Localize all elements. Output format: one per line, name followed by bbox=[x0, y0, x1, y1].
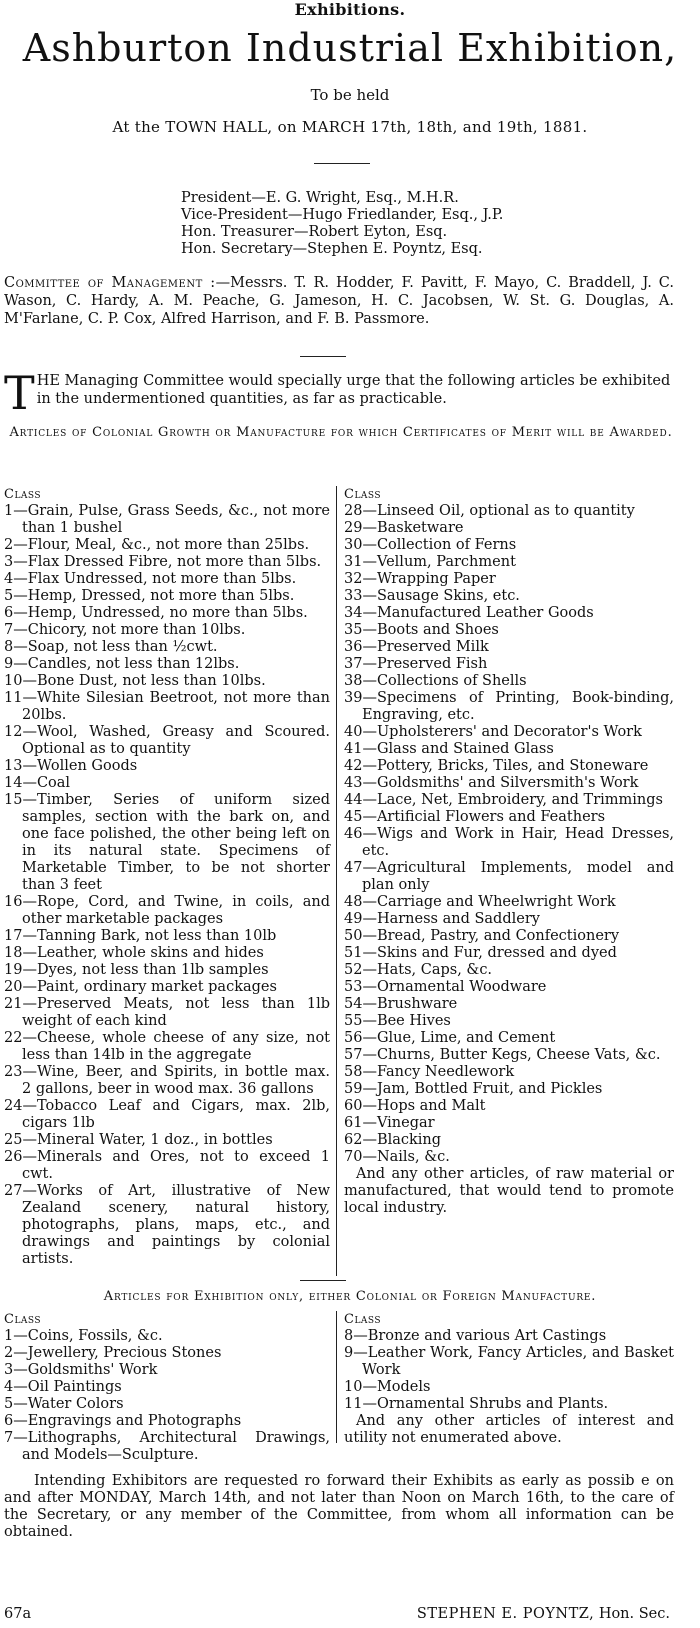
class-item: 50—Bread, Pastry, and Confectionery bbox=[344, 928, 620, 944]
class-item: 12—Wool, Washed, Greasy and Scoured. Optional as to quantity bbox=[4, 724, 330, 757]
class-item: 1—Grain, Pulse, Grass Seeds, &c., not more than 1 bushel bbox=[4, 503, 330, 536]
class-items bbox=[344, 503, 674, 1166]
class-item: 55—Bee Hives bbox=[344, 1013, 451, 1029]
class-item: 26—Minerals and Ores, not to exceed 1 cwt. bbox=[4, 1149, 330, 1182]
class-item: 8—Bronze and various Art Castings bbox=[344, 1328, 607, 1344]
class-item: 25—Mineral Water, 1 doz., in bottles bbox=[4, 1132, 273, 1148]
class-item: 46—Wigs and Work in Hair, Head Dresses, etc. bbox=[344, 826, 674, 859]
class-items bbox=[4, 503, 330, 1268]
class-item: 9—Leather Work, Fancy Articles, and Basket Work bbox=[344, 1345, 674, 1378]
class-item: 11—White Silesian Beetroot, not more than 20lbs. bbox=[4, 690, 330, 723]
class-item: 5—Water Colors bbox=[4, 1396, 124, 1412]
class-item: 49—Harness and Saddlery bbox=[344, 911, 540, 927]
divider bbox=[314, 163, 370, 164]
secretary-name: STEPHEN E. POYNTZ, bbox=[416, 1606, 595, 1622]
class-item: 40—Upholsterers' and Decorator's Work bbox=[344, 724, 642, 740]
divider bbox=[300, 1280, 346, 1281]
class-item: 29—Basketware bbox=[344, 520, 464, 536]
column-divider bbox=[336, 486, 337, 1276]
class-item: 52—Hats, Caps, &c. bbox=[344, 962, 493, 978]
class-item: 22—Cheese, whole cheese of any size, not less than 14lb in the aggregate bbox=[4, 1030, 330, 1063]
class-header: Class bbox=[344, 1312, 382, 1327]
class-item: 38—Collections of Shells bbox=[344, 673, 527, 689]
class-header: Class bbox=[4, 487, 42, 502]
class-items bbox=[4, 1328, 330, 1464]
class-item: 18—Leather, whole skins and hides bbox=[4, 945, 264, 961]
class-item: 4—Flax Undressed, not more than 5lbs. bbox=[4, 571, 297, 587]
class-item: 70—Nails, &c. bbox=[344, 1149, 450, 1165]
class-item: 53—Ornamental Woodware bbox=[344, 979, 547, 995]
class-item: 2—Jewellery, Precious Stones bbox=[4, 1345, 222, 1361]
exhibit-list-left bbox=[4, 1311, 330, 1464]
class-item: 9—Candles, not less than 12lbs. bbox=[4, 656, 240, 672]
class-item: 34—Manufactured Leather Goods bbox=[344, 605, 594, 621]
class-item: 15—Timber, Series of uniform sized samples, section with the bark on, and one face polished, the other being left on in its natural state. Specimens of Marketable Timber, to be not shorter than 3 feet bbox=[4, 792, 330, 893]
class-item: 31—Vellum, Parchment bbox=[344, 554, 516, 570]
class-item: 10—Bone Dust, not less than 10lbs. bbox=[4, 673, 266, 689]
exhibition-title: Ashburton Industrial Exhibition, bbox=[22, 26, 678, 70]
page-number: 67a bbox=[4, 1606, 32, 1622]
class-item: 48—Carriage and Wheelwright Work bbox=[344, 894, 616, 910]
class-item: 7—Chicory, not more than 10lbs. bbox=[4, 622, 246, 638]
intro-paragraph bbox=[4, 366, 678, 420]
officers-list bbox=[181, 190, 503, 258]
class-item: 41—Glass and Stained Glass bbox=[344, 741, 554, 757]
class-item: 8—Soap, not less than ½cwt. bbox=[4, 639, 218, 655]
class-item: 58—Fancy Needlework bbox=[344, 1064, 515, 1080]
officer-secretary: Hon. Secretary—Stephen E. Poyntz, Esq. bbox=[181, 241, 483, 257]
class-item: 27—Works of Art, illustrative of New Zealand scenery, natural history, photographs, plans, maps, etc., and drawings and paintings by colonial artists. bbox=[4, 1183, 330, 1267]
secretary-title: Hon. Sec. bbox=[598, 1606, 670, 1622]
class-item: 23—Wine, Beer, and Spirits, in bottle max. 2 gallons, beer in wood max. 36 gallons bbox=[4, 1064, 330, 1097]
class-item: 44—Lace, Net, Embroidery, and Trimmings bbox=[344, 792, 663, 808]
column-divider bbox=[336, 1311, 337, 1443]
class-item: 19—Dyes, not less than 1lb samples bbox=[4, 962, 269, 978]
class-item: 13—Wollen Goods bbox=[4, 758, 138, 774]
class-item: 2—Flour, Meal, &c., not more than 25lbs. bbox=[4, 537, 310, 553]
instructions-note: Intending Exhibitors are requested ro forward their Exhibits as early as possib e on and after MONDAY, March 14th, and not later than Noon on March 16th, to the care of the Secretary, or any member of the Committee, from whom all information can be obtained. bbox=[4, 1473, 674, 1540]
class-header: Class bbox=[344, 487, 382, 502]
class-item: 7—Lithographs, Architectural Drawings, and Models—Sculpture. bbox=[4, 1430, 330, 1463]
committee-members: —Messrs. T. R. Hodder, F. Pavitt, F. Mayo, C. Braddell, J. C. Wason, C. Hardy, A. M. Peache, G. Jameson, H. C. Jacobsen, W. St. G. Douglas, A. M'Farlane, C. P. Cox, Alfred Harrison, and F. B. Passmore. bbox=[4, 275, 674, 327]
officer-treasurer: Hon. Treasurer—Robert Eyton, Esq. bbox=[181, 224, 448, 240]
class-list-left bbox=[4, 486, 330, 1268]
class-item: 54—Brushware bbox=[344, 996, 458, 1012]
class-item: 45—Artificial Flowers and Feathers bbox=[344, 809, 606, 825]
officer-vice-president: Vice-President—Hugo Friedlander, Esq., J.P. bbox=[181, 207, 504, 223]
class-header: Class bbox=[4, 1312, 42, 1327]
class-item: 3—Goldsmiths' Work bbox=[4, 1362, 158, 1378]
signature bbox=[417, 1606, 670, 1622]
class-item: 36—Preserved Milk bbox=[344, 639, 489, 655]
class-list-right bbox=[344, 486, 674, 1217]
class-item: 4—Oil Paintings bbox=[4, 1379, 122, 1395]
class-item: 6—Engravings and Photographs bbox=[4, 1413, 242, 1429]
class-item: 17—Tanning Bark, not less than 10lb bbox=[4, 928, 277, 944]
class-item: 33—Sausage Skins, etc. bbox=[344, 588, 520, 604]
class-item: 56—Glue, Lime, and Cement bbox=[344, 1030, 556, 1046]
class-item: 14—Coal bbox=[4, 775, 71, 791]
section-heading-exhibition-only: Articles for Exhibition only, either Colonial or Foreign Manufacture. bbox=[103, 1289, 597, 1304]
drop-cap: T bbox=[4, 366, 35, 420]
class-item: 39—Specimens of Printing, Book-binding, Engraving, etc. bbox=[344, 690, 674, 723]
class-item: 21—Preserved Meats, not less than 1lb weight of each kind bbox=[4, 996, 330, 1029]
divider bbox=[300, 356, 346, 357]
class-item: 1—Coins, Fossils, &c. bbox=[4, 1328, 163, 1344]
class-item: 5—Hemp, Dressed, not more than 5lbs. bbox=[4, 588, 295, 604]
class-item: 57—Churns, Butter Kegs, Cheese Vats, &c. bbox=[344, 1047, 661, 1063]
class-items bbox=[344, 1328, 674, 1413]
class-item: 10—Models bbox=[344, 1379, 431, 1395]
subtitle: To be held bbox=[310, 86, 390, 104]
intro-text: HE Managing Committee would specially urge that the following articles be exhibited in the undermentioned quantities, as far as practicable. bbox=[36, 373, 671, 407]
committee-label: Committee of Management : bbox=[4, 275, 216, 291]
running-head: Exhibitions. bbox=[294, 0, 406, 19]
class-item: 20—Paint, ordinary market packages bbox=[4, 979, 277, 995]
class-item: 51—Skins and Fur, dressed and dyed bbox=[344, 945, 617, 961]
class-item: 43—Goldsmiths' and Silversmith's Work bbox=[344, 775, 639, 791]
class-item: 11—Ornamental Shrubs and Plants. bbox=[344, 1396, 609, 1412]
class-item: 42—Pottery, Bricks, Tiles, and Stoneware bbox=[344, 758, 649, 774]
class-item: 28—Linseed Oil, optional as to quantity bbox=[344, 503, 635, 519]
class-item: 35—Boots and Shoes bbox=[344, 622, 499, 638]
class-item: 60—Hops and Malt bbox=[344, 1098, 486, 1114]
committee-of-management bbox=[4, 274, 674, 328]
class-item: 30—Collection of Ferns bbox=[344, 537, 517, 553]
section-heading-certificates: Articles of Colonial Growth or Manufacture for which Certificates of Merit will be Awarded. bbox=[9, 425, 673, 440]
class-item: 32—Wrapping Paper bbox=[344, 571, 496, 587]
class-item: 47—Agricultural Implements, model and plan only bbox=[344, 860, 674, 893]
class-item: 24—Tobacco Leaf and Cigars, max. 2lb, cigars 1lb bbox=[4, 1098, 330, 1131]
class-note: And any other articles, of raw material or manufactured, that would tend to promote local industry. bbox=[344, 1166, 674, 1216]
exhibit-list-right bbox=[344, 1311, 674, 1447]
class-item: 62—Blacking bbox=[344, 1132, 442, 1148]
class-item: 37—Preserved Fish bbox=[344, 656, 488, 672]
class-item: 61—Vinegar bbox=[344, 1115, 435, 1131]
class-item: 59—Jam, Bottled Fruit, and Pickles bbox=[344, 1081, 603, 1097]
class-item: 3—Flax Dressed Fibre, not more than 5lbs. bbox=[4, 554, 322, 570]
class-note: And any other articles of interest and utility not enumerated above. bbox=[344, 1413, 674, 1446]
venue-and-dates: At the TOWN HALL, on MARCH 17th, 18th, and 19th, 1881. bbox=[112, 118, 588, 136]
class-item: 16—Rope, Cord, and Twine, in coils, and other marketable packages bbox=[4, 894, 330, 927]
officer-president: President—E. G. Wright, Esq., M.H.R. bbox=[181, 190, 459, 206]
class-item: 6—Hemp, Undressed, no more than 5lbs. bbox=[4, 605, 308, 621]
